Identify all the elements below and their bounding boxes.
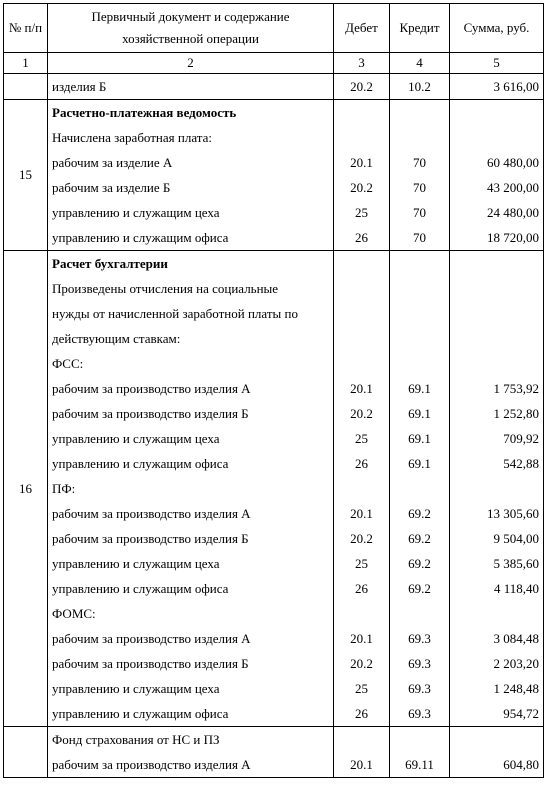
debit-account: [338, 251, 385, 276]
debit-account: 20.1: [350, 381, 373, 396]
operation-number: [4, 74, 48, 100]
amount-value: 4 118,40: [493, 581, 539, 596]
debit-account: 25: [355, 431, 368, 446]
amount-value-column: [450, 74, 544, 100]
debit-account: 26: [355, 456, 368, 471]
column-number: 2: [48, 53, 334, 74]
credit-account: 69.11: [405, 757, 434, 772]
credit-account: 69.2: [408, 531, 431, 546]
debit-account: 25: [355, 205, 368, 220]
amount-value: 43 200,00: [487, 180, 539, 195]
operation-description: рабочим за производство изделия Б: [52, 531, 249, 546]
credit-account: [394, 276, 445, 301]
column-number: 1: [4, 53, 48, 74]
credit-account: [394, 125, 445, 150]
amount-value: [454, 326, 539, 351]
debit-account: 20.2: [350, 531, 373, 546]
credit-account: [394, 351, 445, 376]
debit-account: 25: [355, 681, 368, 696]
amount-value: [454, 351, 539, 376]
operation-description: управлению и служащим цеха: [52, 431, 220, 446]
operation-description-column: [48, 74, 334, 100]
operation-description: Фонд страхования от НС и ПЗ: [52, 732, 220, 747]
amount-value-column: [450, 100, 544, 251]
debit-account: 20.2: [350, 180, 373, 195]
operation-block: [4, 727, 544, 778]
operation-description: управлению и служащим цеха: [52, 681, 220, 696]
credit-account: 69.3: [408, 706, 431, 721]
amount-value: 709,92: [503, 431, 539, 446]
credit-account-column: [390, 100, 450, 251]
debit-account: 20.1: [350, 155, 373, 170]
operation-description: действующим ставкам:: [52, 331, 181, 346]
amount-value: 954,72: [503, 706, 539, 721]
debit-account: [338, 301, 385, 326]
credit-account: 70: [413, 205, 426, 220]
operation-description: нужды от начисленной заработной платы по: [52, 306, 298, 321]
debit-account: 26: [355, 581, 368, 596]
credit-account: [394, 301, 445, 326]
credit-account: 69.1: [408, 456, 431, 471]
amount-value: [454, 601, 539, 626]
amount-value-column: [450, 727, 544, 778]
amount-value-column: [450, 251, 544, 727]
operation-description: управлению и служащим офиса: [52, 581, 229, 596]
debit-account: 20.1: [350, 757, 373, 772]
debit-account: 20.2: [350, 656, 373, 671]
debit-account: 20.2: [350, 79, 373, 94]
operation-block: [4, 251, 544, 727]
debit-account: [338, 276, 385, 301]
debit-account: 20.1: [350, 631, 373, 646]
credit-account: [394, 251, 445, 276]
operation-description: рабочим за производство изделия А: [52, 757, 251, 772]
column-number: 4: [390, 53, 450, 74]
ledger-table: [3, 3, 544, 778]
amount-value: 9 504,00: [493, 531, 539, 546]
operation-description-column: [48, 251, 334, 727]
header-amount: Сумма, руб.: [450, 4, 544, 53]
operation-number: 16: [4, 251, 48, 727]
debit-account: 26: [355, 230, 368, 245]
amount-value: [454, 276, 539, 301]
operation-description: рабочим за производство изделия А: [52, 381, 251, 396]
operation-description-column: [48, 100, 334, 251]
amount-value: 13 305,60: [487, 506, 539, 521]
operation-description: изделия Б: [52, 79, 107, 94]
operation-description: ПФ:: [52, 481, 76, 496]
credit-account: 69.2: [408, 506, 431, 521]
operation-block: [4, 74, 544, 100]
credit-account-column: [390, 251, 450, 727]
debit-account: [338, 125, 385, 150]
credit-account: [394, 476, 445, 501]
credit-account: 69.1: [408, 406, 431, 421]
column-number: 5: [450, 53, 544, 74]
operation-number: [4, 727, 48, 778]
header-credit: Кредит: [390, 4, 450, 53]
amount-value: 542,88: [503, 456, 539, 471]
amount-value: [454, 251, 539, 276]
operation-block: [4, 100, 544, 251]
credit-account: 70: [413, 155, 426, 170]
operation-description: рабочим за производство изделия А: [52, 631, 251, 646]
debit-account: 20.2: [350, 406, 373, 421]
amount-value: 60 480,00: [487, 155, 539, 170]
debit-account-column: [334, 100, 390, 251]
credit-account: 69.2: [408, 581, 431, 596]
amount-value: [454, 727, 539, 752]
operation-description: Начислена заработная плата:: [52, 130, 212, 145]
amount-value: 1 252,80: [493, 406, 539, 421]
debit-account-column: [334, 727, 390, 778]
operation-description: рабочим за производство изделия Б: [52, 656, 249, 671]
operation-description-column: [48, 727, 334, 778]
operation-description: ФСС:: [52, 356, 84, 371]
operation-number: 15: [4, 100, 48, 251]
amount-value: [454, 125, 539, 150]
amount-value: [454, 100, 539, 125]
operation-description: управлению и служащим цеха: [52, 205, 220, 220]
operation-description: рабочим за производство изделия А: [52, 506, 251, 521]
debit-account: [338, 100, 385, 125]
debit-account-column: [334, 74, 390, 100]
amount-value: 604,80: [503, 757, 539, 772]
debit-account: [338, 727, 385, 752]
credit-account: [394, 727, 445, 752]
column-number: 3: [334, 53, 390, 74]
amount-value: 18 720,00: [487, 230, 539, 245]
operation-description: управлению и служащим офиса: [52, 706, 229, 721]
operation-description: Расчет бухгалтерии: [52, 256, 168, 271]
debit-account: [338, 601, 385, 626]
operation-description: Произведены отчисления на социальные: [52, 281, 279, 296]
operation-description: ФОМС:: [52, 606, 96, 621]
ledger-body: [4, 74, 544, 778]
credit-account: [394, 601, 445, 626]
credit-account: 69.2: [408, 556, 431, 571]
credit-account-column: [390, 727, 450, 778]
credit-account: [394, 100, 445, 125]
credit-account: 10.2: [408, 79, 431, 94]
amount-value: 3 616,00: [493, 79, 539, 94]
operation-description: Расчетно-платежная ведомость: [52, 105, 237, 120]
debit-account: [338, 326, 385, 351]
amount-value: 5 385,60: [493, 556, 539, 571]
debit-account: 25: [355, 556, 368, 571]
operation-description: управлению и служащим офиса: [52, 230, 229, 245]
column-numbers-row: [4, 53, 544, 74]
operation-description: рабочим за изделие Б: [52, 180, 171, 195]
header-description: Первичный документ и содержание хозяйственной операции: [48, 4, 334, 53]
debit-account: 20.1: [350, 506, 373, 521]
credit-account: [394, 326, 445, 351]
amount-value: [454, 301, 539, 326]
credit-account: 69.3: [408, 681, 431, 696]
operation-description: управлению и служащим цеха: [52, 556, 220, 571]
credit-account: 69.1: [408, 431, 431, 446]
credit-account: 69.3: [408, 656, 431, 671]
operation-description: рабочим за производство изделия Б: [52, 406, 249, 421]
amount-value: [454, 476, 539, 501]
debit-account: 26: [355, 706, 368, 721]
credit-account-column: [390, 74, 450, 100]
amount-value: 1 753,92: [493, 381, 539, 396]
operation-description: управлению и служащим офиса: [52, 456, 229, 471]
credit-account: 70: [413, 230, 426, 245]
credit-account: 69.3: [408, 631, 431, 646]
header-debit: Дебет: [334, 4, 390, 53]
amount-value: 3 084,48: [493, 631, 539, 646]
debit-account: [338, 476, 385, 501]
header-number: № п/п: [4, 4, 48, 53]
operation-description: рабочим за изделие А: [52, 155, 173, 170]
amount-value: 24 480,00: [487, 205, 539, 220]
amount-value: 1 248,48: [493, 681, 539, 696]
debit-account-column: [334, 251, 390, 727]
credit-account: 70: [413, 180, 426, 195]
credit-account: 69.1: [408, 381, 431, 396]
header-row: [4, 4, 544, 53]
debit-account: [338, 351, 385, 376]
amount-value: 2 203,20: [493, 656, 539, 671]
